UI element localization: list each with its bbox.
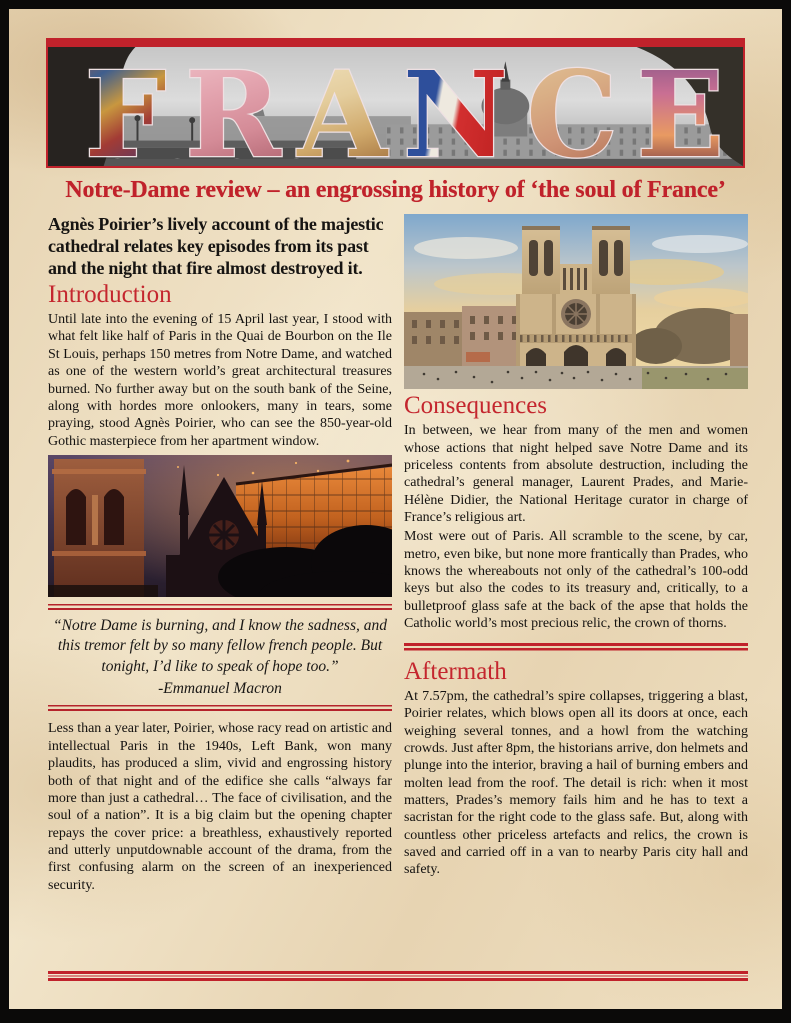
consequences-heading: Consequences: [404, 392, 548, 419]
banner-letter-r: R: [185, 47, 281, 166]
france-banner: [46, 38, 745, 168]
notre-dame-burning-photo: [48, 455, 392, 597]
aftermath-heading: Aftermath: [404, 657, 507, 685]
introduction-heading: Introduction: [48, 280, 172, 308]
banner-letter-f: F: [84, 47, 167, 166]
banner-letter-n: N: [402, 47, 509, 166]
notre-dame-facade-photo: [404, 214, 748, 389]
quote-text: “Notre Dame is burning, and I know the sadness, and this tremor felt by so many fellow french people. But tonight, I’d like to speak of hope too.”: [53, 616, 387, 675]
quote-attribution: -Emmanuel Macron: [158, 680, 282, 698]
consequences-paragraph-1: In between, we hear from many of the men and women whose actions that night helped save Notre Dame and its priceless contents from absolute destruction, including the cathedral’s general manager, Laurent Prades, and Marie-Hélène Didier, the National Heritage curator in charge of France’s religious art.: [404, 423, 748, 526]
introduction-text: Until late into the evening of 15 April last year, I stood with what felt like half of Paris in the Quai de Bourbon on the Ile St Louis, perhaps 150 metres from Notre Dame, and watched as one of the western world’s great architectural treasures burned. No further away but on the south bank of the Seine, along with hordes more onlookers, many in tears, some praying, stood Agnès Poirier, who can see the 850-year-old Gothic masterpiece from her apartment window.: [48, 312, 392, 449]
left-closing-paragraph: Less than a year later, Poirier, whose racy read on artistic and intellectual Paris in the 1940s, Left Bank, won many plaudits, has produced a slim, vivid and engrossing history both of that night and of the edifice she calls “always far more than just a cathedral… The face of civilisation, and the soul of a nation”. It is a big claim but the opening chapter repays the cover price: a breathless, exhaustively reported and utterly unputdownable account of the drama, from the first confusing alarm on the screen of an inexperienced security.: [48, 721, 392, 893]
section-divider-rule: [404, 643, 748, 651]
quote-bottom-rule: [48, 705, 392, 711]
standfirst: Agnès Poirier’s lively account of the majestic cathedral relates key episodes from its past and the night that fire almost destroyed it.: [48, 214, 384, 278]
banner-letter-e: E: [636, 47, 725, 166]
article-headline: Notre-Dame review – an engrossing history of ‘the soul of France’: [65, 177, 726, 203]
banner-letter-a: A: [297, 47, 388, 166]
quote-top-rule: [48, 604, 392, 610]
footer-rule: [48, 971, 748, 981]
article-body: [48, 214, 748, 896]
pull-quote: [48, 604, 392, 712]
consequences-paragraph-2: Most were out of Paris. All scramble to the scene, by car, metro, even bike, but none more frantically than Prades, who knows the whereabouts not only of the cathedral’s 100-odd keys but also the codes to its treasury and, critically, to a bulletproof glass safe at the back of the apse that holds the Catholic world’s most precious relic, the crown of thorns.: [404, 529, 748, 632]
paris-skyline-collage-image: [48, 47, 743, 166]
banner-letter-c: C: [526, 47, 618, 166]
left-column: [48, 214, 392, 896]
aftermath-text: At 7.57pm, the cathedral’s spire collapses, triggering a blast, Poirier relates, which blows open all its doors at once, each weighing several tonnes, and a howl from the watching crowds. Just after 8pm, the historians arrive, don helmets and plunge into the interior, braving a hail of burning embers and molten lead from the roof. The detail is rich: when it most matters, Prades’s memory fails him and he has to text a sacristan for the right code to the glass safe. But, along with countless other priceless artefacts and relics, the crown is saved and carried off in a van to nearby Paris city hall and safety.: [404, 688, 748, 878]
right-column: [404, 214, 748, 896]
